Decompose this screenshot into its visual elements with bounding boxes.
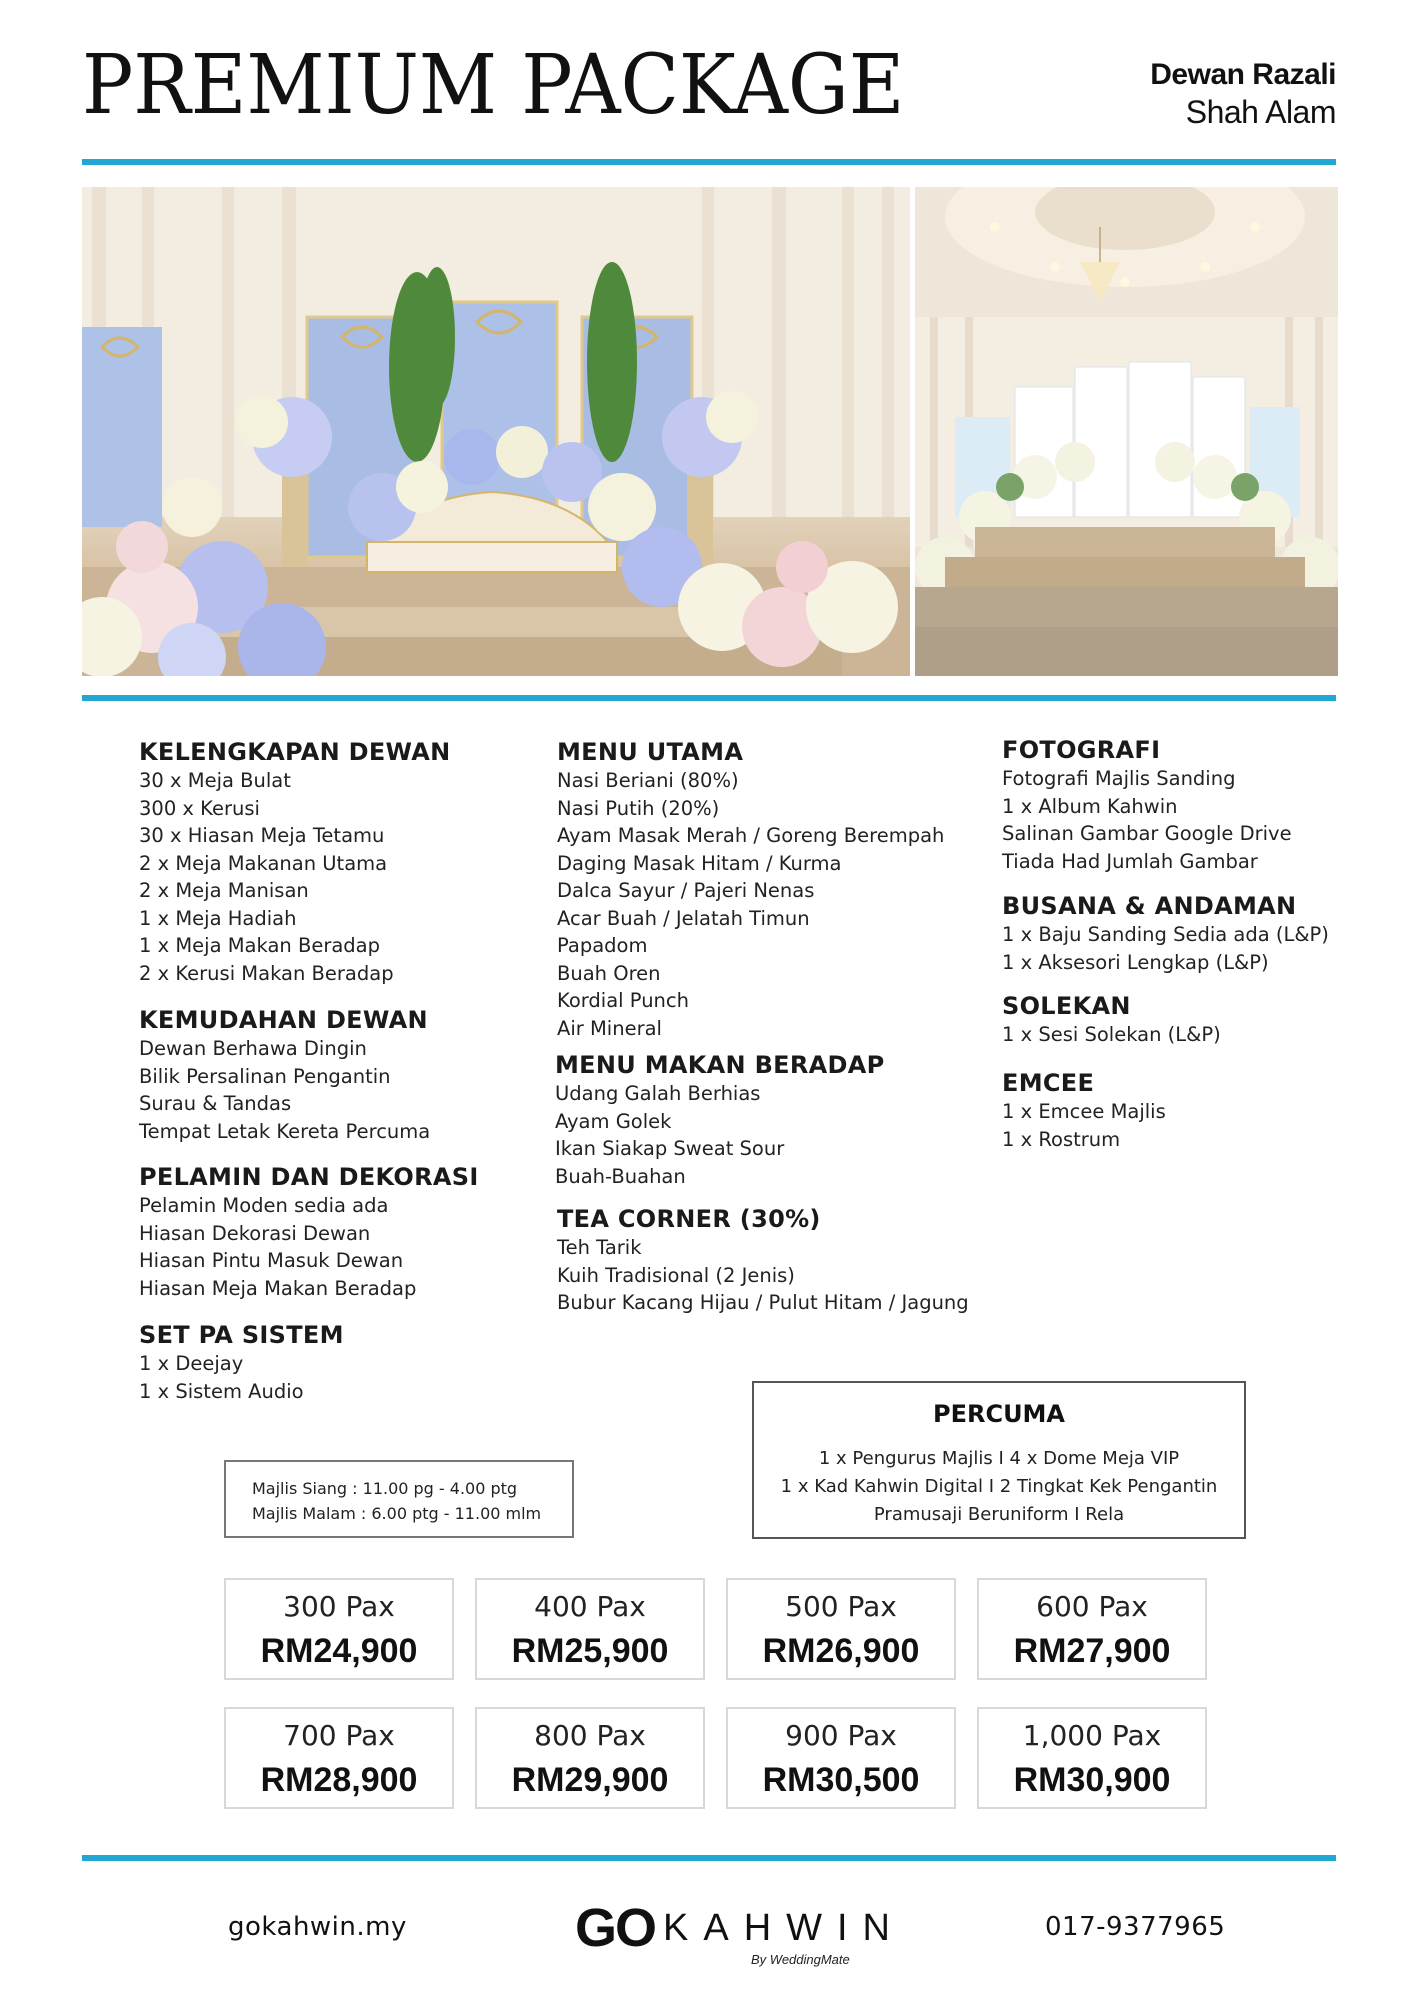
list-item: Fotografi Majlis Sanding	[1002, 767, 1236, 790]
logo-byline: By WeddingMate	[751, 1952, 850, 1967]
list-item: Nasi Putih (20%)	[557, 796, 720, 820]
pax-label: 500 Pax	[785, 1590, 897, 1623]
section-busana-andaman	[1002, 891, 1329, 976]
list-item: Dewan Berhawa Dingin	[139, 1037, 367, 1060]
pelamin-illustration	[82, 187, 910, 676]
list-item: Ayam Masak Merah / Goreng Berempah	[557, 824, 945, 847]
list-item: Hiasan Pintu Masuk Dewan	[139, 1249, 404, 1272]
list-item: Dalca Sayur / Pajeri Nenas	[557, 879, 815, 902]
list-item: 1 x Emcee Majlis	[1002, 1100, 1166, 1123]
percuma-title: PERCUMA	[932, 1400, 1066, 1428]
list-item: 30 x Hiasan Meja Tetamu	[139, 824, 385, 847]
section-title: MENU MAKAN BERADAP	[555, 1051, 885, 1079]
section-title: KEMUDAHAN DEWAN	[139, 1006, 428, 1034]
section-items	[557, 1234, 969, 1317]
section-items	[139, 1350, 344, 1405]
price-value: RM28,900	[260, 1761, 418, 1799]
section-set-pa-sistem	[139, 1320, 344, 1405]
price-value: RM24,900	[260, 1632, 418, 1670]
list-item: 1 x Meja Hadiah	[139, 906, 297, 930]
section-items	[139, 1192, 479, 1302]
section-items	[555, 1080, 885, 1190]
gokahwin-logo	[575, 1898, 905, 1968]
price-value: RM26,900	[762, 1632, 920, 1670]
section-items	[1002, 765, 1292, 875]
pax-label: 900 Pax	[785, 1719, 897, 1752]
hall-stage-photo	[915, 187, 1338, 676]
price-value: RM27,900	[1013, 1632, 1171, 1670]
list-item: Buah-Buahan	[555, 1164, 686, 1188]
section-title: SET PA SISTEM	[139, 1321, 344, 1349]
list-item: Salinan Gambar Google Drive	[1002, 822, 1292, 845]
section-title: MENU UTAMA	[557, 738, 744, 766]
list-item: Hiasan Dekorasi Dewan	[139, 1221, 371, 1245]
price-card	[475, 1707, 705, 1809]
section-kemudahan-dewan	[139, 1005, 430, 1145]
list-item: 1 x Deejay	[139, 1352, 244, 1375]
price-card	[977, 1578, 1207, 1680]
list-item: Teh Tarik	[557, 1236, 642, 1259]
venue-city: Shah Alam	[1185, 94, 1336, 130]
price-value: RM30,900	[1013, 1761, 1171, 1799]
phone-number[interactable]: 017-9377965	[1045, 1912, 1226, 1942]
venue-name: Dewan Razali	[1150, 58, 1336, 91]
section-items	[1002, 1098, 1166, 1153]
time-siang: Majlis Siang : 11.00 pg - 4.00 ptg	[252, 1479, 518, 1498]
section-menu-utama	[557, 737, 944, 1042]
list-item: Kuih Tradisional (2 Jenis)	[557, 1263, 795, 1287]
section-title: KELENGKAPAN DEWAN	[139, 738, 451, 766]
list-item: Bubur Kacang Hijau / Pulut Hitam / Jagung	[557, 1291, 969, 1314]
price-value: RM29,900	[511, 1761, 669, 1799]
pax-label: 300 Pax	[283, 1590, 395, 1623]
price-card	[475, 1578, 705, 1680]
top-divider	[82, 159, 1336, 165]
hall-illustration	[915, 187, 1338, 676]
section-items	[1002, 921, 1329, 976]
percuma-line: Pramusaji Beruniform I Rela	[873, 1504, 1125, 1525]
list-item: 1 x Baju Sanding Sedia ada (L&P)	[1002, 923, 1329, 946]
section-items	[139, 1035, 430, 1145]
middle-divider	[82, 695, 1336, 701]
list-item: 1 x Meja Makan Beradap	[139, 934, 381, 957]
percuma-line: 1 x Pengurus Majlis I 4 x Dome Meja VIP	[818, 1448, 1180, 1469]
section-pelamin-dekorasi	[139, 1162, 479, 1302]
section-title: PELAMIN DAN DEKORASI	[139, 1163, 479, 1191]
list-item: 2 x Kerusi Makan Beradap	[139, 961, 394, 985]
section-items	[139, 767, 451, 987]
list-item: Tempat Letak Kereta Percuma	[139, 1119, 431, 1143]
list-item: Ikan Siakap Sweat Sour	[555, 1137, 785, 1160]
list-item: Pelamin Moden sedia ada	[139, 1194, 389, 1217]
price-card	[224, 1707, 454, 1809]
pax-label: 400 Pax	[534, 1590, 646, 1623]
section-title: BUSANA & ANDAMAN	[1002, 892, 1297, 920]
price-card	[726, 1578, 956, 1680]
list-item: Hiasan Meja Makan Beradap	[139, 1276, 417, 1300]
section-items	[1002, 1021, 1221, 1049]
pax-label: 800 Pax	[534, 1719, 646, 1752]
list-item: Air Mineral	[557, 1016, 662, 1040]
page-title: PREMIUM PACKAGE	[82, 38, 905, 133]
list-item: Daging Masak Hitam / Kurma	[557, 851, 842, 875]
percuma-line: 1 x Kad Kahwin Digital I 2 Tingkat Kek Pengantin	[780, 1476, 1218, 1497]
bottom-divider	[82, 1855, 1336, 1861]
section-title: TEA CORNER (30%)	[557, 1205, 821, 1233]
pax-label: 600 Pax	[1036, 1590, 1148, 1623]
list-item: 2 x Meja Manisan	[139, 879, 309, 902]
list-item: 1 x Sesi Solekan (L&P)	[1002, 1023, 1221, 1046]
list-item: Udang Galah Berhias	[555, 1082, 761, 1105]
price-card	[726, 1707, 956, 1809]
list-item: 2 x Meja Makanan Utama	[139, 851, 388, 875]
list-item: Kordial Punch	[557, 989, 689, 1012]
price-card	[977, 1707, 1207, 1809]
list-item: 1 x Sistem Audio	[139, 1379, 304, 1403]
list-item: Nasi Beriani (80%)	[557, 769, 739, 792]
main-pelamin-photo	[82, 187, 910, 676]
list-item: Bilik Persalinan Pengantin	[139, 1064, 391, 1088]
list-item: 1 x Rostrum	[1002, 1127, 1121, 1151]
list-item: Buah Oren	[557, 961, 661, 985]
list-item: 30 x Meja Bulat	[139, 769, 291, 792]
section-fotografi	[1002, 735, 1292, 875]
section-tea-corner	[557, 1204, 969, 1317]
list-item: Papadom	[557, 934, 648, 957]
price-value: RM25,900	[511, 1632, 669, 1670]
list-item: 1 x Aksesori Lengkap (L&P)	[1002, 950, 1269, 974]
price-value: RM30,500	[762, 1761, 920, 1799]
session-times-box	[224, 1460, 574, 1538]
website-link[interactable]: gokahwin.my	[228, 1912, 407, 1942]
logo-go: GO	[575, 1898, 656, 1958]
price-card	[224, 1578, 454, 1680]
logo-kahwin: KAHWIN	[663, 1907, 905, 1949]
section-items	[557, 767, 944, 1042]
pax-label: 700 Pax	[283, 1719, 395, 1752]
section-title: EMCEE	[1002, 1069, 1095, 1097]
section-kelengkapan-dewan	[139, 737, 451, 987]
list-item: Tiada Had Jumlah Gambar	[1002, 849, 1258, 873]
section-menu-makan-beradap	[555, 1050, 885, 1190]
list-item: Ayam Golek	[555, 1109, 672, 1133]
section-title: SOLEKAN	[1002, 992, 1131, 1020]
time-malam: Majlis Malam : 6.00 ptg - 11.00 mlm	[252, 1504, 542, 1523]
section-title: FOTOGRAFI	[1002, 736, 1161, 764]
section-emcee	[1002, 1068, 1166, 1153]
venue-block	[1150, 58, 1336, 131]
list-item: 300 x Kerusi	[139, 796, 260, 820]
list-item: 1 x Album Kahwin	[1002, 794, 1178, 818]
list-item: Surau & Tandas	[139, 1092, 292, 1115]
list-item: Acar Buah / Jelatah Timun	[557, 906, 810, 930]
percuma-box	[752, 1381, 1246, 1539]
pax-label: 1,000 Pax	[1022, 1719, 1162, 1752]
section-solekan	[1002, 991, 1221, 1049]
